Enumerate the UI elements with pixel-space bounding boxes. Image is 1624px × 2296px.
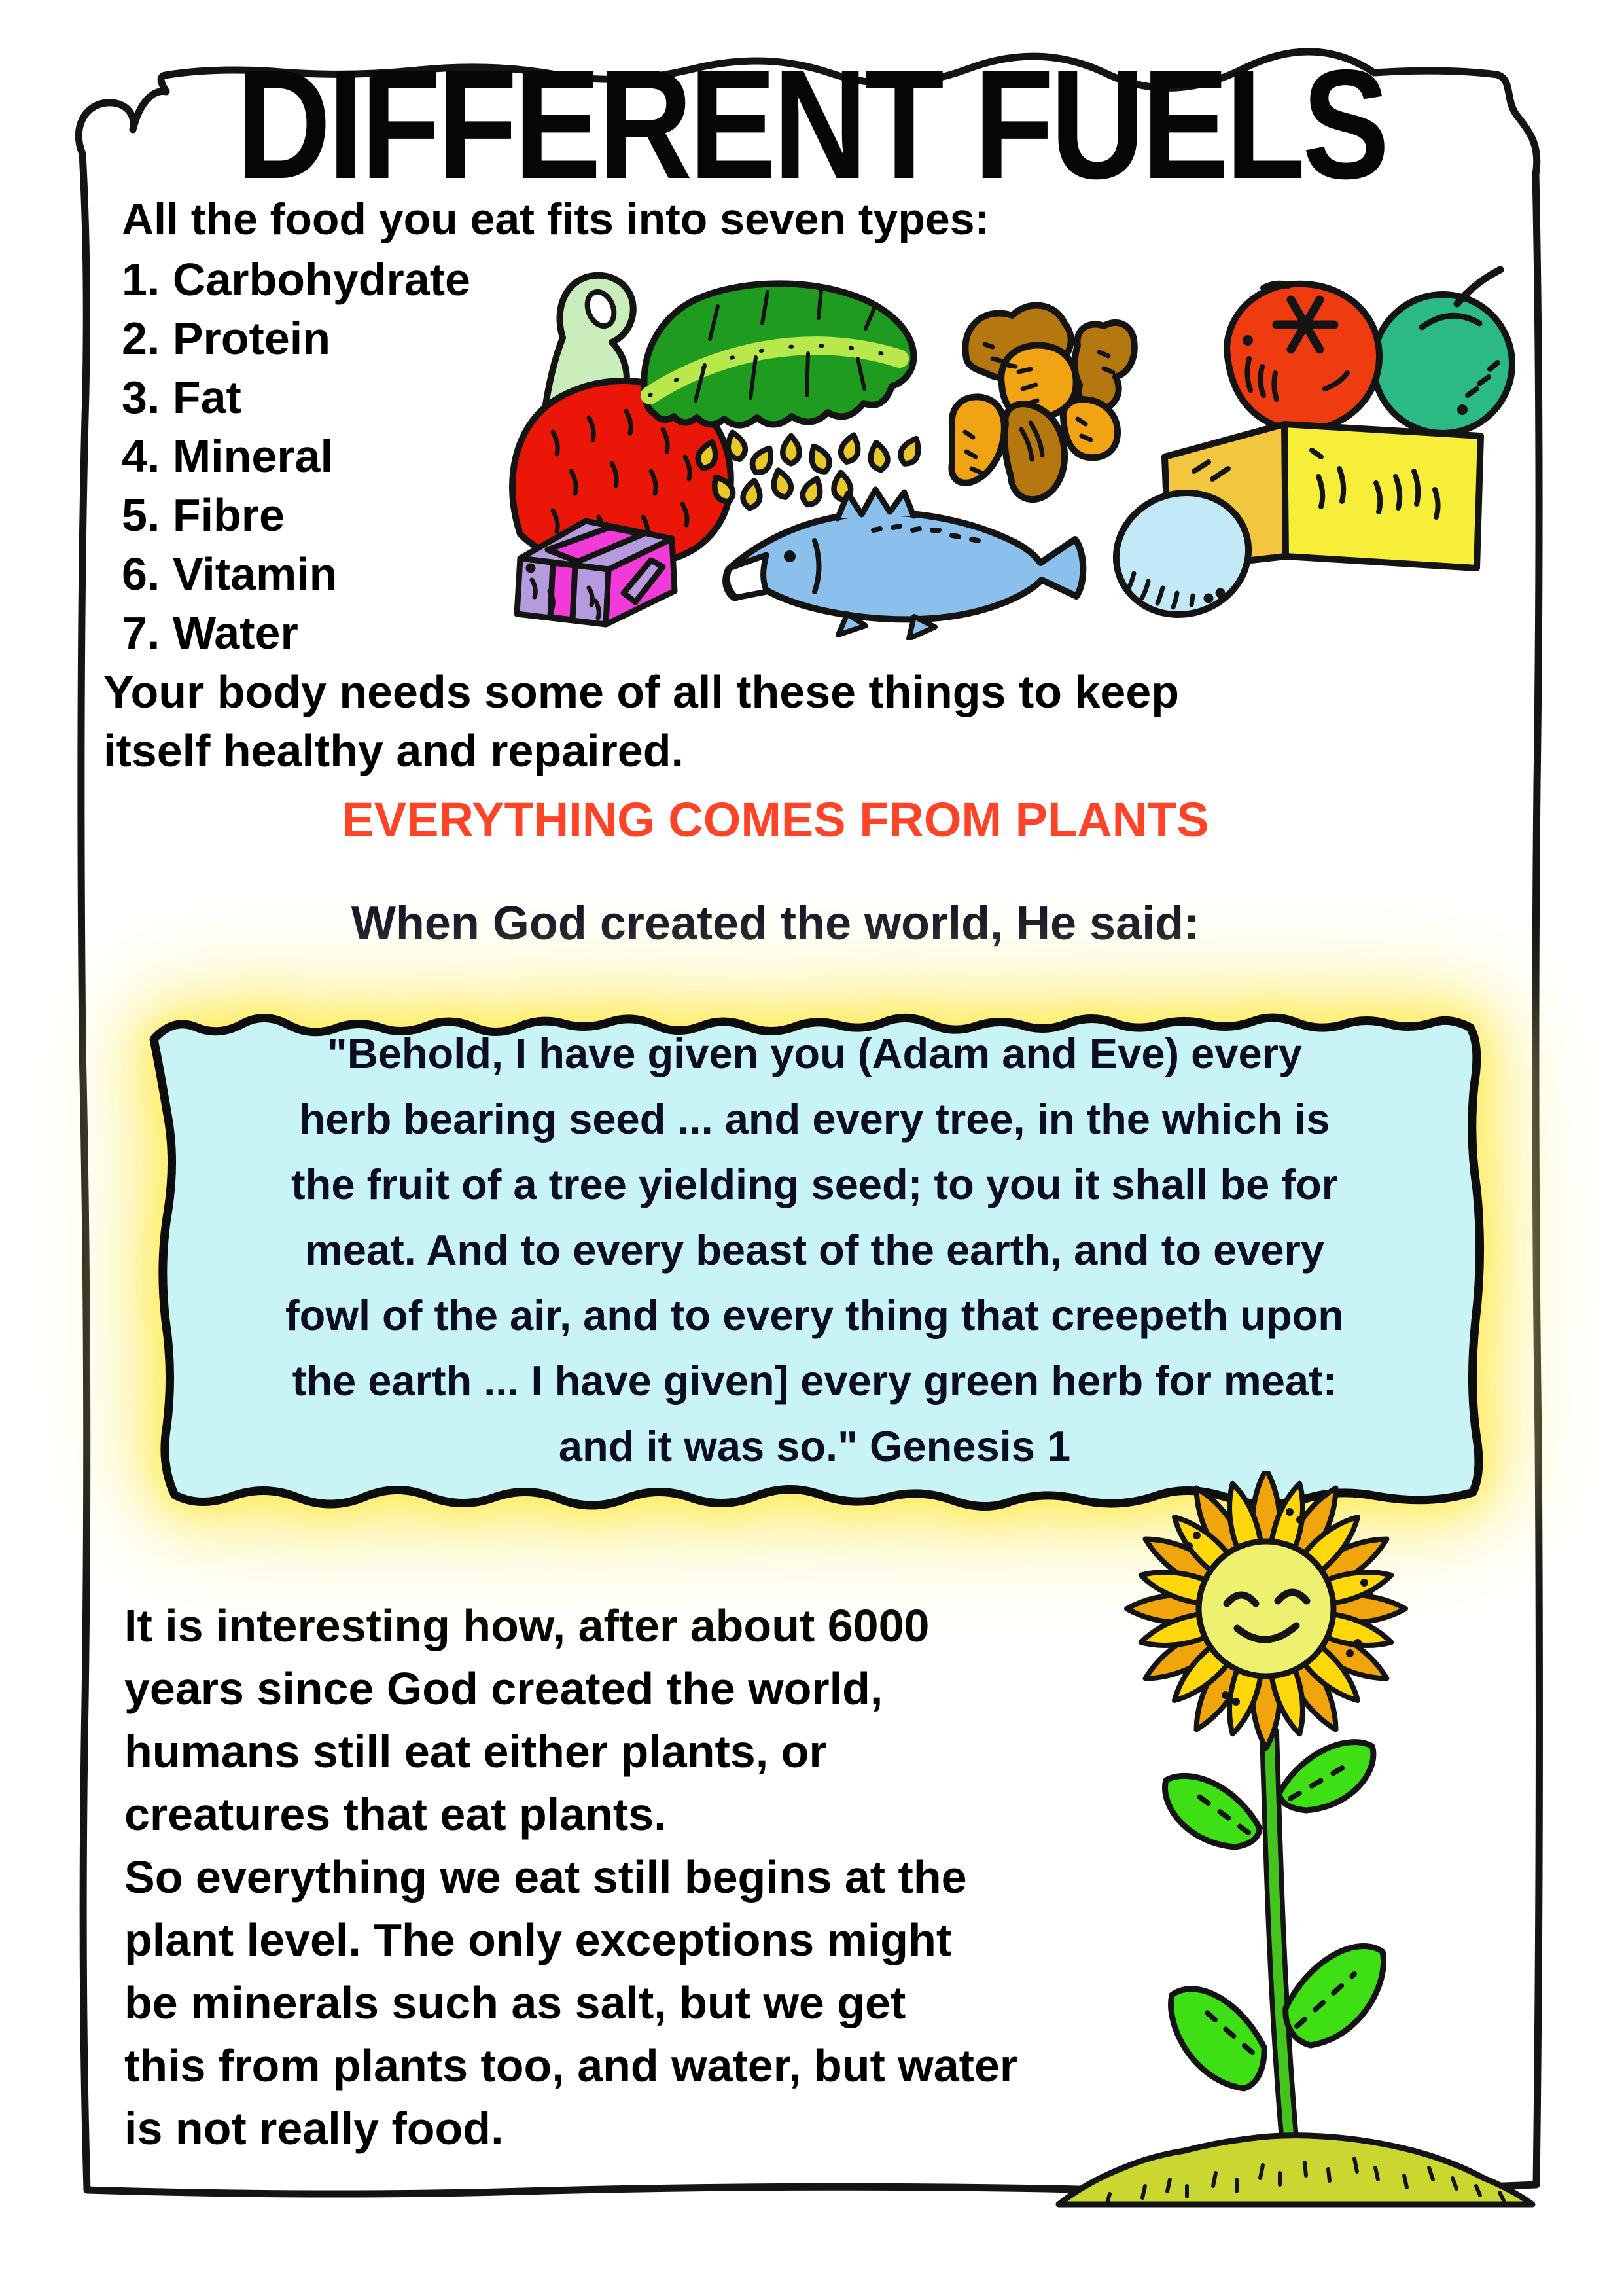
quote-line: the fruit of a tree yielding seed; to you it shall be for	[291, 1160, 1338, 1208]
closing-line: this from plants too, and water, but water	[124, 2040, 1018, 2091]
body-note	[103, 662, 1179, 780]
food-type-item: 4. Mineral	[122, 431, 333, 482]
sunflower-face	[1199, 1541, 1333, 1676]
closing-line: humans still eat either plants, or	[124, 1726, 827, 1777]
quote-line: herb bearing seed ... and every tree, in the which is	[299, 1095, 1330, 1143]
fish-illustration	[726, 490, 1083, 639]
food-type-item: 3. Fat	[122, 372, 241, 423]
closing-line: years since God created the world,	[124, 1663, 883, 1714]
apple-illustration	[1373, 270, 1512, 433]
quote-line: "Behold, I have given you (Adam and Eve) every	[327, 1030, 1303, 1077]
closing-line: plant level. The only exceptions might	[124, 1914, 952, 1965]
quote-line: fowl of the air, and to every thing that creepeth upon	[285, 1291, 1344, 1339]
quote-intro: When God created the world, He said:	[351, 897, 1200, 950]
quote-line: the earth ... I have given] every green herb for meat:	[292, 1357, 1337, 1405]
quote-line: and it was so." Genesis 1	[558, 1422, 1071, 1470]
plants-heading: EVERYTHING COMES FROM PLANTS	[342, 793, 1209, 847]
lettuce-illustration	[644, 283, 913, 425]
closing-line: So everything we eat still begins at the	[124, 1852, 967, 1903]
food-type-list	[122, 250, 470, 662]
body-note-line: itself healthy and repaired.	[103, 725, 684, 776]
tomato-illustration	[1227, 284, 1379, 430]
intro-lead: All the food you eat fits into seven types:	[122, 194, 990, 244]
body-note-line: Your body needs some of all these things to keep	[103, 666, 1180, 717]
food-type-item: 6. Vitamin	[122, 548, 338, 600]
food-illustration	[455, 260, 1528, 640]
quote-line: meat. And to every beast of the earth, and to every	[304, 1226, 1325, 1274]
food-type-item: 5. Fibre	[122, 490, 285, 541]
food-type-item: 2. Protein	[122, 313, 330, 364]
grass-mound	[1059, 2136, 1532, 2204]
genesis-quote-text	[180, 1021, 1449, 1479]
sunflower-head	[1127, 1471, 1405, 1748]
food-type-item: 1. Carbohydrate	[122, 254, 470, 305]
closing-line: It is interesting how, after about 6000	[124, 1600, 930, 1651]
sunflower-illustration	[1047, 1471, 1544, 2217]
closing-line: is not really food.	[124, 2103, 504, 2154]
closing-line: creatures that eat plants.	[124, 1789, 667, 1840]
closing-paragraph	[124, 1594, 1017, 2160]
nuts-illustration	[951, 306, 1134, 500]
genesis-quote-box	[134, 980, 1495, 1530]
closing-line: be minerals such as salt, but we get	[124, 1977, 906, 2028]
page-title: DIFFERENT FUELS	[236, 38, 1386, 211]
food-type-item: 7. Water	[122, 607, 298, 658]
